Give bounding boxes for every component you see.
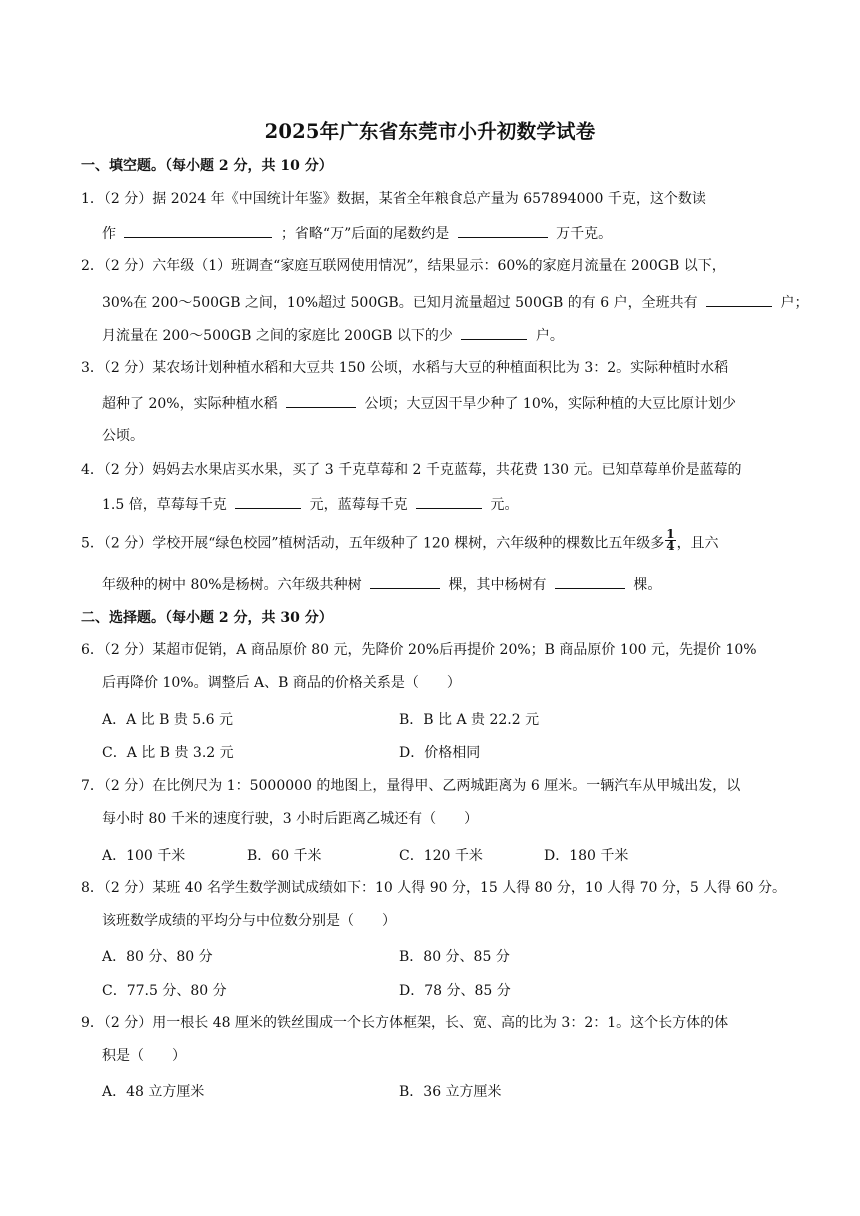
question-1-text-b: ；省略“万”后面的尾数约是 (280, 226, 450, 242)
question-6-option-b[interactable]: B．B 比 A 贵 22.2 元 (399, 712, 540, 728)
question-5-line-1 (81, 527, 719, 555)
question-6-line-2: 后再降价 10%。调整后 A、B 商品的价格关系是（ ） (102, 675, 461, 691)
question-9-option-a[interactable]: A．48 立方厘米 (102, 1084, 205, 1100)
question-5-line-2 (102, 574, 661, 594)
answer-blank-4a[interactable] (235, 494, 301, 509)
question-2-text-c: 月流量在 200～500GB 之间的家庭比 200GB 以下的少 (102, 328, 453, 344)
question-7-option-c[interactable]: C．120 千米 (399, 848, 483, 864)
answer-blank-1b[interactable] (458, 223, 548, 238)
question-5-text-a: 5．（2 分）学校开展“绿色校园”植树活动，五年级种了 120 棵树，六年级种的棵数比五年级多 (81, 535, 665, 552)
question-9-line-2: 积是（ ） (102, 1048, 186, 1064)
question-8-option-d[interactable]: D．78 分、85 分 (399, 983, 511, 999)
question-7-option-a[interactable]: A．100 千米 (102, 848, 186, 864)
question-4-text-c: 元。 (490, 497, 519, 513)
answer-blank-4b[interactable] (416, 494, 482, 509)
question-1-text-c: 万千克。 (556, 226, 613, 242)
question-3-line-1: 3．（2 分）某农场计划种植水稻和大豆共 150 公顷，水稻与大豆的种植面积比为 3：2。实际种植时水稻 (81, 360, 729, 376)
question-5-text-b: ，且六 (676, 535, 719, 552)
question-2-text-b: 户； (780, 295, 809, 311)
question-4-text-b: 元，蓝莓每千克 (309, 497, 408, 513)
question-7-line-2: 每小时 80 千米的速度行驶，3 小时后距离乙城还有（ ） (102, 811, 479, 827)
section-multiple-choice: 二、选择题。（每小题 2 分，共 30 分） (81, 610, 333, 626)
question-4-line-1: 4．（2 分）妈妈去水果店买水果，买了 3 千克草莓和 2 千克蓝莓，共花费 130 元。已知草莓单价是蓝莓的 (81, 462, 742, 478)
question-7-option-b[interactable]: B．60 千米 (247, 848, 322, 864)
question-2-text-d: 户。 (535, 328, 564, 344)
answer-blank-3a[interactable] (286, 393, 356, 408)
question-1-text-a: 作 (102, 226, 116, 242)
answer-blank-5b[interactable] (555, 574, 625, 589)
question-1-line-2 (102, 223, 612, 243)
fraction-denominator: 4 (666, 539, 675, 553)
question-3-line-3: 公顷。 (102, 428, 144, 444)
question-5-text-d: 棵，其中杨树有 (448, 577, 547, 593)
fraction-numerator: 1 (666, 527, 675, 541)
question-7-line-1: 7．（2 分）在比例尺为 1：5000000 的地图上，量得甲、乙两城距离为 6 厘米。一辆汽车从甲城出发，以 (81, 778, 741, 794)
question-6-line-1: 6．（2 分）某超市促销，A 商品原价 80 元，先降价 20%后再提价 20%；B 商品原价 100 元，先提价 10% (81, 642, 757, 658)
question-5-text-e: 棵。 (633, 577, 662, 593)
question-6-option-c[interactable]: C．A 比 B 贵 3.2 元 (102, 745, 234, 761)
answer-blank-1a[interactable] (124, 223, 272, 238)
exam-title: 2025年广东省东莞市小升初数学试卷 (264, 120, 596, 143)
answer-blank-5a[interactable] (370, 574, 440, 589)
answer-blank-2b[interactable] (461, 325, 527, 340)
fraction-one-quarter (665, 529, 675, 552)
question-4-text-a: 1.5 倍，草莓每千克 (102, 497, 227, 513)
question-4-line-2 (102, 494, 519, 514)
question-9-line-1: 9．（2 分）用一根长 48 厘米的铁丝围成一个长方体框架，长、宽、高的比为 3：2：1。这个长方体的体 (81, 1015, 729, 1031)
section-fill-in: 一、填空题。（每小题 2 分，共 10 分） (81, 158, 333, 174)
question-3-text-b: 公顷；大豆因干旱少种了 10%，实际种植的大豆比原计划少 (364, 396, 737, 412)
question-1-line-1: 1．（2 分）据 2024 年《中国统计年鉴》数据，某省全年粮食总产量为 657894000 千克，这个数读 (81, 191, 706, 207)
question-2-line-2 (102, 292, 809, 312)
question-2-line-1: 2．（2 分）六年级（1）班调查“家庭互联网使用情况”，结果显示：60%的家庭月流量在 200GB 以下， (81, 258, 726, 274)
question-5-text-c: 年级种的树中 80%是杨树。六年级共种树 (102, 577, 362, 593)
question-7-option-d[interactable]: D．180 千米 (544, 848, 629, 864)
question-3-line-2 (102, 393, 736, 413)
question-6-option-d[interactable]: D．价格相同 (399, 745, 481, 761)
question-8-line-2: 该班数学成绩的平均分与中位数分别是（ ） (102, 913, 396, 929)
question-8-option-c[interactable]: C．77.5 分、80 分 (102, 983, 227, 999)
question-8-option-a[interactable]: A．80 分、80 分 (102, 949, 213, 965)
question-2-line-3 (102, 325, 564, 345)
question-6-option-a[interactable]: A．A 比 B 贵 5.6 元 (102, 712, 234, 728)
answer-blank-2a[interactable] (706, 292, 772, 307)
question-8-option-b[interactable]: B．80 分、85 分 (399, 949, 510, 965)
question-2-text-a: 30%在 200～500GB 之间，10%超过 500GB。已知月流量超过 500GB 的有 6 户，全班共有 (102, 295, 698, 311)
question-9-option-b[interactable]: B．36 立方厘米 (399, 1084, 502, 1100)
question-8-line-1: 8．（2 分）某班 40 名学生数学测试成绩如下：10 人得 90 分，15 人得 80 分，10 人得 70 分，5 人得 60 分。 (81, 880, 786, 896)
question-3-text-a: 超种了 20%，实际种植水稻 (102, 396, 278, 412)
